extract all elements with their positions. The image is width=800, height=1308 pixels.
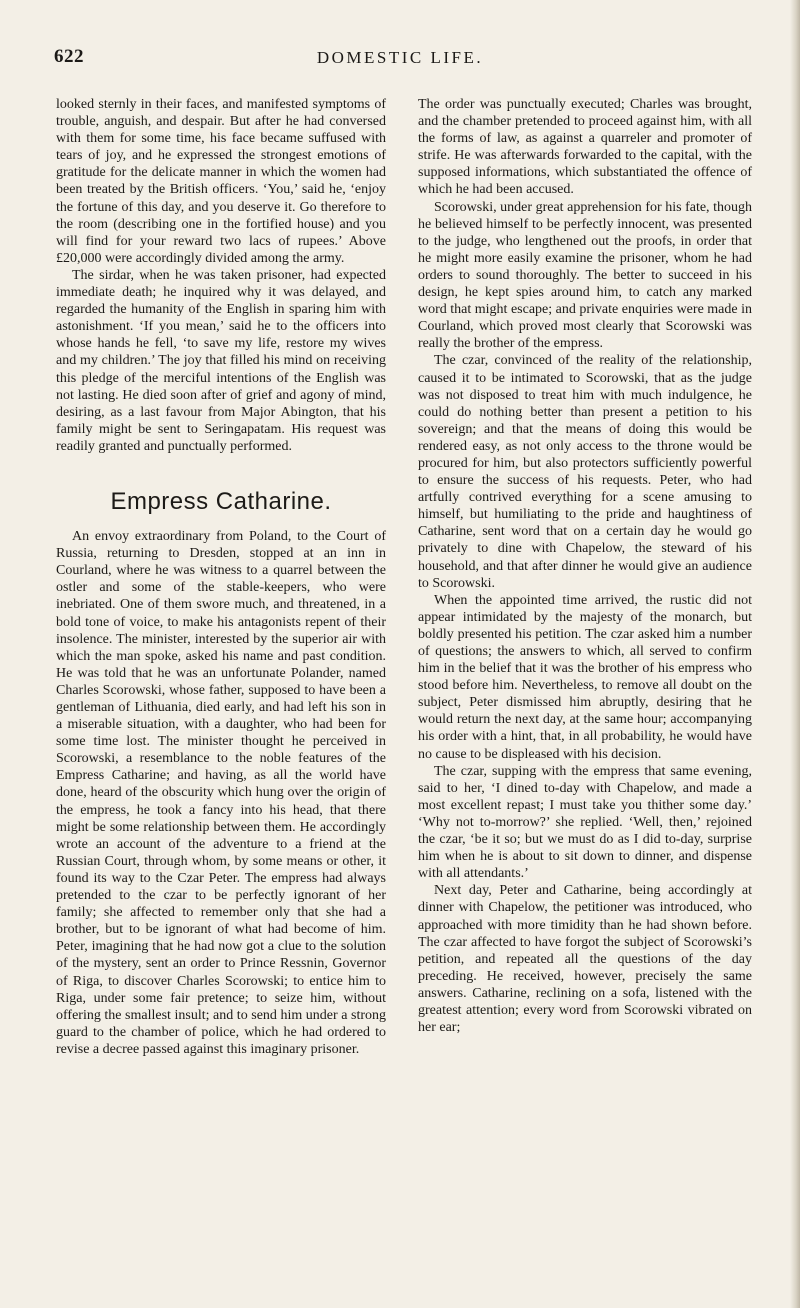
page-edge-shadow <box>790 0 800 1308</box>
right-column <box>418 96 752 1036</box>
paragraph: The order was punctually executed; Charles was brought, and the chamber pretended to proceed against him, with all the forms of law, as against a quarreler and promoter of strife. He was afterwards forwarded to the capital, with the supposed informations, which substantiated the offence of which he had been accused. <box>418 97 752 198</box>
paragraph: The czar, convinced of the reality of the relationship, caused it to be intimated to Scorowski, that as the judge was not disposed to treat him with much indulgence, he could do nothing better than present a petition to his sovereign; and that the means of doing this would be rendered easy, as not only access to the throne would be procured for him, but also protectors sufficiently powerful to ensure the success of his requests. Peter, who had artfully contrived everything for a scene amusing to himself, but humiliating to the pride and haughtiness of Catharine, sent word that on a certain day he would go privately to dine with Chapelow, the steward of his household, and that after dinner he would give an audience to Scorowski. <box>418 353 752 591</box>
paragraph: The sirdar, when he was taken prisoner, had expected immediate death; he inquired why it was delayed, and regarded the humanity of the English in sparing him with astonishment. ‘If you mean,’ said he to the officers into whose hands he fell, ‘to save my life, restore my wives and my children.’ The joy that filled his mind on receiving this pledge of the merciful intentions of the English was not lasting. He died soon after of grief and agony of mind, desiring, as a last favour from Major Abington, that his family might be sent to Seringapatam. His request was readily granted and punctually performed. <box>56 267 386 454</box>
paragraph: The czar, supping with the empress that same evening, said to her, ‘I dined to-day with Chapelow, and made a most excellent repast; I must take you thither some day.’ ‘Why not to-morrow?’ she replied. ‘Well, then,’ rejoined the czar, ‘be it so; but we must do as I did to-day, surprise him when he is about to sit down to dinner, and dispense with all attendants.’ <box>418 763 752 882</box>
left-column <box>56 96 386 1058</box>
running-head: DOMESTIC LIFE. <box>316 48 484 67</box>
page-number: 622 <box>54 46 84 67</box>
paragraph: looked sternly in their faces, and manifested symptoms of trouble, anguish, and despair. But after he had conversed with them for some time, his face became suffused with tears of joy, and he expressed the strongest emotions of gratitude for the delicate manner in which the women had been treated by the British officers. ‘You,’ said he, ‘enjoy the fortune of this day, and you deserve it. Go therefore to the room (describing one in the fortified house) and you will find for your reward two lacs of rupees.’ Above £20,000 were accordingly divided among the army. <box>56 97 386 266</box>
page-header <box>0 46 800 86</box>
section-heading: Empress Catharine. <box>110 487 332 515</box>
paragraph: An envoy extraordinary from Poland, to the Court of Russia, returning to Dresden, stopped at an inn in Courland, where he was witness to a quarrel between the ostler and some of the stable-keepers, who were inebriated. One of them swore much, and threatened, in a bold tone of voice, to make his antagonists repent of their insolence. The minister, interested by the superior air with which the man spoke, asked his name and past condition. He was told that he was an unfortunate Polander, named Charles Scorowski, whose father, supposed to have been a gentleman of Lithuania, died early, and had left his son in a miserable situation, with a daughter, who had been for some time lost. The minister thought he perceived in Scorowski, a resemblance to the noble features of the Empress Catharine; and having, as all the world have done, heard of the obscurity which hung over the origin of the empress, he took a fancy into his head, that there might be some relationship between them. He accordingly wrote an account of the adventure to a friend at the Russian Court, through whom, by some means or other, it found its way to the Czar Peter. The empress had always pretended to the czar to be perfectly ignorant of her family; she affected to remember only that she had a brother, but to be ignorant of what had become of him. Peter, imagining that he had now got a clue to the solution of the mystery, sent an order to Prince Ressnin, Governor of Riga, to discover Charles Scorowski; to entice him to Riga, under some fair pretence; to seize him, without offering the smallest insult; and to send him under a strong guard to the chamber of police, which he had ordered to revise a decree passed against this imaginary prisoner. <box>56 529 386 1057</box>
paragraph: Scorowski, under great apprehension for his fate, though he believed himself to be perfectly innocent, was presented to the judge, who lengthened out the proofs, in order that he might more easily examine the prisoner, whom he had orders to sound thoroughly. The better to succeed in his design, he kept spies around him, to catch any marked word that might escape; and private enquiries were made in Courland, which proved most clearly that Scorowski was really the brother of the empress. <box>418 199 752 352</box>
paragraph: Next day, Peter and Catharine, being accordingly at dinner with Chapelow, the petitioner was introduced, who approached with more timidity than he had shown before. The czar affected to have forgot the subject of Scorowski’s petition, and repeated all the questions of the day preceding. He received, however, precisely the same answers. Catharine, reclining on a sofa, listened with the greatest attention; every word from Scorowski vibrated on her ear; <box>418 883 752 1036</box>
paragraph: When the appointed time arrived, the rustic did not appear intimidated by the majesty of the monarch, but boldly presented his petition. The czar asked him a number of questions; the answers to which, all served to confirm him in the belief that it was the brother of his empress who stood before him. Nevertheless, to remove all doubt on the subject, Peter dismissed him abruptly, desiring that he would return the next day, at the same hour; accompanying his order with a hint, that, in all probability, he would have no cause to be displeased with his decision. <box>418 592 752 762</box>
